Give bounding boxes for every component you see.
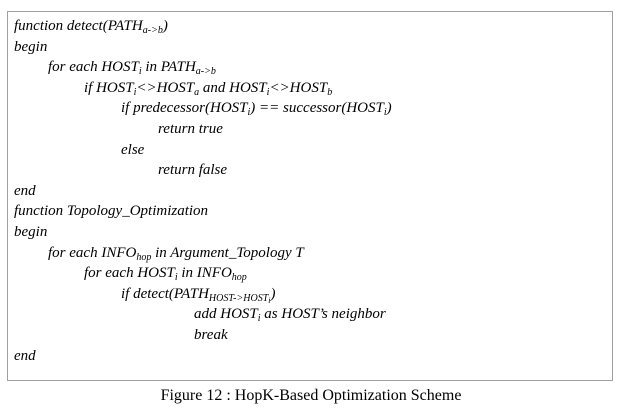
code-line — [14, 182, 36, 200]
code-subscript-text: a — [194, 86, 200, 98]
algorithm-box — [7, 11, 613, 381]
code-subscript-text: a->b — [142, 25, 163, 36]
code-text: end — [14, 182, 36, 199]
code-line — [14, 17, 168, 35]
code-text: begin — [14, 224, 48, 240]
code-subscript-text: i — [133, 86, 137, 98]
code-text: in PATH — [141, 59, 196, 76]
code-text: function detect(PATH — [14, 18, 143, 34]
code-subscript-text: i — [257, 313, 261, 325]
code-subscript — [209, 293, 271, 304]
code-subscript — [327, 87, 332, 98]
code-subscript-text: b — [327, 86, 333, 98]
code-subscript-text: a->b — [195, 66, 216, 78]
code-text: in Argument_Topology T — [151, 244, 304, 261]
code-line — [48, 244, 304, 262]
code-text: add HOST — [194, 306, 258, 323]
code-text: break — [194, 327, 228, 343]
code-line — [121, 285, 276, 303]
code-line — [14, 38, 47, 56]
code-text: begin — [14, 38, 48, 55]
code-text: ) == successor(HOST — [250, 100, 384, 117]
code-text: in INFO — [177, 265, 232, 282]
code-text: return false — [158, 162, 228, 179]
code-text: <>HOST — [269, 79, 328, 96]
code-subscript — [232, 272, 247, 283]
code-subscript-text: hop — [136, 251, 152, 263]
code-line — [84, 264, 247, 282]
code-subscript-text: i — [383, 107, 387, 119]
code-line — [158, 161, 227, 179]
code-line — [121, 141, 144, 159]
code-text: function Topology_Optimization — [14, 203, 209, 220]
code-text: else — [121, 141, 145, 158]
code-text: and HOST — [199, 79, 267, 96]
code-text: end — [14, 347, 36, 364]
code-line — [158, 120, 223, 138]
code-text: ) — [162, 18, 168, 34]
code-subscript — [136, 252, 151, 263]
code-text: for each HOST — [48, 59, 139, 76]
code-subscript — [143, 25, 163, 36]
code-text: as HOST’s neighbor — [260, 306, 386, 323]
code-line — [194, 326, 228, 344]
code-subscript-text: hop — [231, 272, 247, 284]
code-subscript-text: i — [138, 66, 142, 78]
code-line — [14, 223, 47, 241]
code-text: if predecessor(HOST — [121, 100, 248, 117]
code-subscript-text: i — [247, 107, 251, 119]
code-text: ) — [386, 100, 392, 117]
code-text: for each HOST — [84, 265, 175, 282]
code-text: if detect(PATH — [121, 285, 209, 302]
code-line — [194, 305, 386, 323]
code-text: if HOST — [84, 79, 134, 96]
code-text: <>HOST — [136, 79, 195, 96]
code-subscript-text: i — [266, 86, 270, 98]
code-subscript-text: HOST->HOST — [208, 292, 269, 304]
code-sub-subscript: i — [268, 295, 271, 305]
code-line — [84, 79, 332, 97]
code-text: return true — [158, 121, 223, 137]
figure-caption: Figure 12 : HopK-Based Optimization Scheme — [160, 387, 462, 404]
code-subscript-text: i — [174, 272, 178, 284]
code-line — [14, 347, 36, 365]
code-subscript — [196, 66, 216, 77]
code-text: for each INFO — [48, 244, 137, 261]
code-line — [14, 202, 208, 220]
code-text: ) — [270, 285, 276, 302]
code-line — [121, 99, 392, 117]
code-line — [48, 58, 216, 76]
